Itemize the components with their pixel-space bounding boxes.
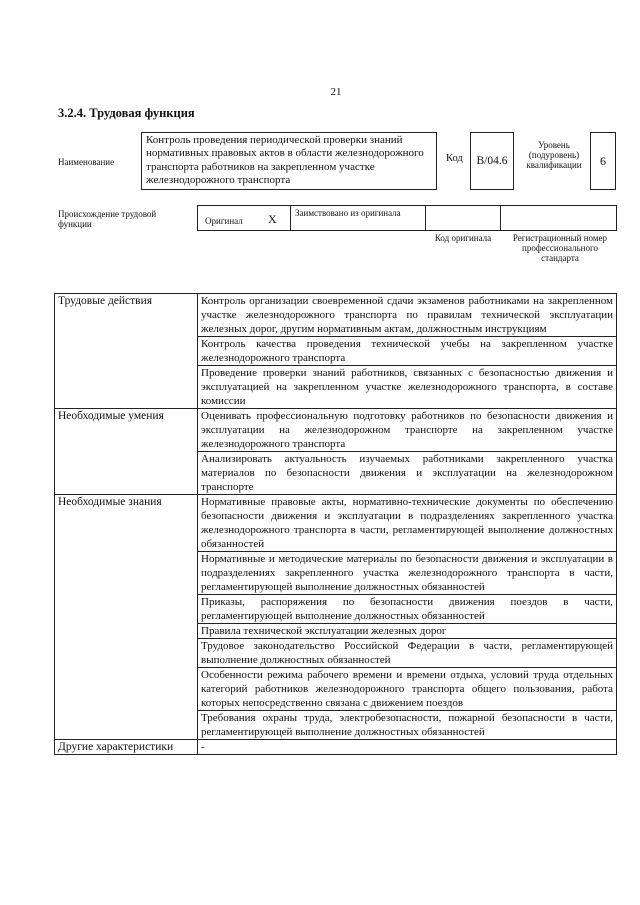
code-original-cell: [425, 205, 501, 231]
table-row: [55, 495, 617, 552]
level-value: 6: [600, 153, 606, 168]
name-label: Наименование: [58, 157, 115, 167]
item-cell: Контроль организации своевременной сдачи экзаменов работниками на закрепленном участке железнодорожного транспорта по правилам технической эксплуатации железных дорог, другим нормативным актам, должностным инструкциям: [198, 294, 617, 337]
reg-number-cell: [500, 205, 617, 231]
origin-label: Происхождение трудовой функции: [58, 209, 157, 229]
category-cell: Другие характеристики: [55, 740, 198, 755]
borrowed-label: Заимствовано из оригинала: [295, 208, 401, 218]
code-original-label: Код оригинала: [434, 233, 492, 243]
item-cell: Приказы, распоряжения по безопасности движения поездов в части, регламентирующей выполнение должностных обязанностей: [198, 595, 617, 624]
code-value: В/04.6: [476, 155, 508, 167]
original-cell: [197, 205, 291, 231]
item-cell: Контроль качества проведения технической учебы на закрепленном участке железнодорожного транспорта: [198, 337, 617, 366]
page-number: 21: [330, 86, 342, 98]
table-row: [55, 409, 617, 452]
function-name-box: [141, 132, 437, 190]
item-cell: Проведение проверки знаний работников, связанных с безопасностью движения и эксплуатацией на закрепленном участке железнодорожного транспорта, в составе комиссии: [198, 366, 617, 409]
item-cell: Требования охраны труда, электробезопасности, пожарной безопасности в части, регламентирующей выполнение должностных обязанностей: [198, 711, 617, 740]
function-details-table: [54, 293, 617, 755]
code-box: [470, 132, 514, 190]
reg-number-label: Регистрационный номер профессионального стандарта: [512, 233, 608, 263]
item-cell: Оценивать профессиональную подготовку работников по безопасности движения и эксплуатации на железнодорожном транспорте на закрепленном участке железнодорожного транспорта: [198, 409, 617, 452]
item-cell: Нормативные правовые акты, нормативно-технические документы по обеспечению безопасности движения и эксплуатации в подразделениях закрепленного участка железнодорожного транспорта в части, регламентирующей выполнение должностных обязанностей: [198, 495, 617, 552]
item-cell: Трудовое законодательство Российской Федерации в части, регламентирующей выполнение должностных обязанностей: [198, 639, 617, 668]
original-label: Оригинал: [205, 216, 243, 226]
level-label: Уровень (подуровень) квалификации: [526, 140, 582, 170]
original-mark: X: [268, 212, 277, 226]
item-cell: Особенности режима рабочего времени и времени отдыха, условий труда отдельных категорий работников железнодорожного транспорта общего пользования, работа которых непосредственно связана с движением поездов: [198, 668, 617, 711]
code-label: Код: [446, 153, 463, 164]
item-cell: Правила технической эксплуатации железных дорог: [198, 624, 617, 639]
item-cell: Нормативные и методические материалы по безопасности движения и эксплуатации в подразделениях закрепленного участка железнодорожного транспорта в части, регламентирующей выполнение должностных обязанностей: [198, 552, 617, 595]
section-title: 3.2.4. Трудовая функция: [58, 106, 195, 120]
category-cell: Необходимые знания: [55, 495, 198, 740]
origin-row: [197, 205, 617, 231]
table-row: [55, 740, 617, 755]
borrowed-cell: [290, 205, 426, 231]
level-box: [590, 132, 616, 190]
function-name-text: Контроль проведения периодической проверки знаний нормативных правовых актов в области железнодорожного транспорта работников на закрепленном участке железнодорожного транспорта: [146, 134, 424, 187]
table-row: [55, 294, 617, 337]
category-cell: Трудовые действия: [55, 294, 198, 409]
category-cell: Необходимые умения: [55, 409, 198, 495]
item-cell: -: [198, 740, 617, 755]
item-cell: Анализировать актуальность изучаемых работниками закрепленного участка материалов по безопасности движения и эксплуатации на железнодорожном транспорте: [198, 452, 617, 495]
